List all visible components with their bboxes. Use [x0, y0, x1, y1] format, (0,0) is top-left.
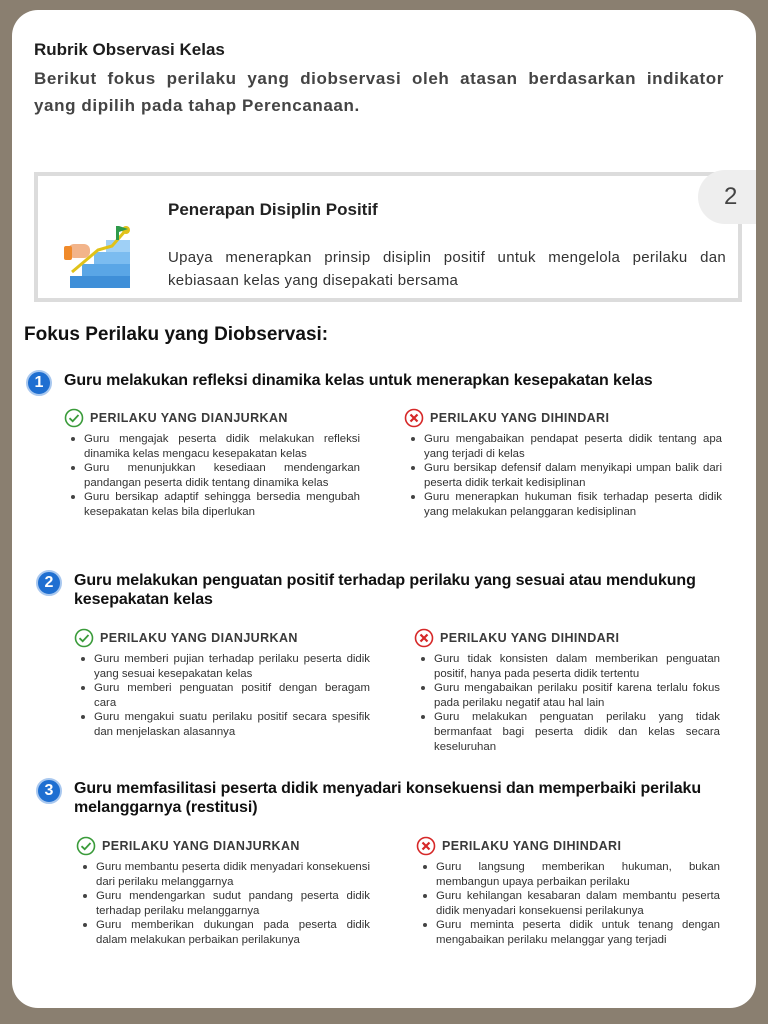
section-title: Guru melakukan refleksi dinamika kelas untuk menerapkan kesepakatan kelas [64, 372, 653, 389]
recommended-label: PERILAKU YANG DIANJURKAN [90, 411, 288, 425]
section-number-badge: 1 [26, 370, 52, 396]
list-item: Guru mengakui suatu perilaku positif secara spesifik dan menjelaskan alasannya [94, 711, 370, 738]
avoided-list [404, 432, 722, 520]
list-item: Guru bersikap defensif dalam menyikapi umpan balik dari peserta didik terkait kedisiplinan [424, 462, 722, 489]
recommended-header [64, 408, 360, 430]
recommended-label: PERILAKU YANG DIANJURKAN [100, 631, 298, 645]
list-item: Guru mengabaikan perilaku positif karena terlalu fokus pada perilaku negatif atau hal lain [434, 682, 720, 709]
avoided-label: PERILAKU YANG DIHINDARI [430, 411, 610, 425]
cross-circle-icon [404, 408, 424, 428]
avoided-header [404, 408, 722, 430]
avoided-label: PERILAKU YANG DIHINDARI [442, 839, 622, 853]
section-number-badge: 3 [36, 778, 62, 804]
avoided-list [414, 652, 720, 754]
list-item: Guru tidak konsisten dalam memberikan penguatan positif, hanya pada peserta didik tertentu [434, 653, 720, 680]
recommended-list [76, 860, 370, 948]
indicator-description: Upaya menerapkan prinsip disiplin positif untuk mengelola perilaku dan kebiasaan kelas yang disepakati bersama [168, 249, 726, 289]
section-title: Guru melakukan penguatan positif terhadap perilaku yang sesuai atau mendukung kesepakatan kelas [74, 572, 696, 608]
indicator-title: Penerapan Disiplin Positif [168, 200, 378, 219]
page-title: Rubrik Observasi Kelas [34, 40, 225, 59]
focus-heading: Fokus Perilaku yang Diobservasi: [24, 324, 329, 345]
focus-section-3 [36, 778, 746, 998]
list-item: Guru bersikap adaptif sehingga bersedia mengubah kesepakatan kelas bila diperlukan [84, 491, 360, 518]
focus-section-1 [26, 370, 746, 550]
recommended-list [64, 432, 360, 520]
list-item: Guru melakukan penguatan perilaku yang tidak bermanfaat bagi peserta didik dan kelas secara keseluruhan [434, 711, 720, 753]
list-item: Guru menerapkan hukuman fisik terhadap peserta didik yang melakukan pelanggaran kedisiplinan [424, 491, 722, 518]
list-item: Guru membantu peserta didik menyadari konsekuensi dari perilaku melanggarnya [96, 861, 370, 888]
avoided-label: PERILAKU YANG DIHINDARI [440, 631, 620, 645]
list-item: Guru meminta peserta didik untuk tenang dengan mengabaikan perilaku melanggar yang terjadi [436, 919, 720, 946]
check-circle-icon [74, 628, 94, 648]
section-number-badge: 2 [36, 570, 62, 596]
list-item: Guru menunjukkan kesediaan mendengarkan pandangan peserta didik tentang dinamika kelas [84, 462, 360, 489]
avoided-column [414, 628, 720, 754]
list-item: Guru langsung memberikan hukuman, bukan membangun upaya perbaikan perilaku [436, 861, 720, 888]
list-item: Guru kehilangan kesabaran dalam membantu peserta didik menyadari konsekuensi perilakunya [436, 890, 720, 917]
list-item: Guru mengabaikan pendapat peserta didik tentang apa yang terjadi di kelas [424, 433, 722, 460]
list-item: Guru mendengarkan sudut pandang peserta didik terhadap perilaku melanggarnya [96, 890, 370, 917]
avoided-column [404, 408, 722, 520]
recommended-list [74, 652, 370, 740]
check-circle-icon [76, 836, 96, 856]
cross-circle-icon [414, 628, 434, 648]
avoided-header [414, 628, 720, 650]
list-item: Guru memberi pujian terhadap perilaku peserta didik yang sesuai kesepakatan kelas [94, 653, 370, 680]
list-item: Guru memberi penguatan positif dengan beragam cara [94, 682, 370, 709]
list-item: Guru mengajak peserta didik melakukan refleksi dinamika kelas mengacu kesepakatan kelas [84, 433, 360, 460]
recommended-header [74, 628, 370, 650]
section-title: Guru memfasilitasi peserta didik menyadari konsekuensi dan memperbaiki perilaku melanggarnya (restitusi) [74, 780, 702, 816]
avoided-header [416, 836, 720, 858]
avoided-list [416, 860, 720, 948]
intro-text: Berikut fokus perilaku yang diobservasi oleh atasan berdasarkan indikator yang dipilih pada tahap Perencanaan. [34, 69, 724, 115]
avoided-column [416, 836, 720, 948]
focus-section-2 [36, 570, 746, 770]
indicator-card [34, 172, 742, 302]
recommended-column [64, 408, 360, 520]
recommended-column [76, 836, 370, 948]
page-number-tab: 2 [698, 170, 756, 224]
recommended-column [74, 628, 370, 740]
document-page [12, 10, 756, 1008]
recommended-label: PERILAKU YANG DIANJURKAN [102, 839, 300, 853]
cross-circle-icon [416, 836, 436, 856]
check-circle-icon [64, 408, 84, 428]
recommended-header [76, 836, 370, 858]
list-item: Guru memberikan dukungan pada peserta didik dalam melakukan perbaikan perilakunya [96, 919, 370, 946]
stairs-illustration-icon [64, 220, 136, 292]
